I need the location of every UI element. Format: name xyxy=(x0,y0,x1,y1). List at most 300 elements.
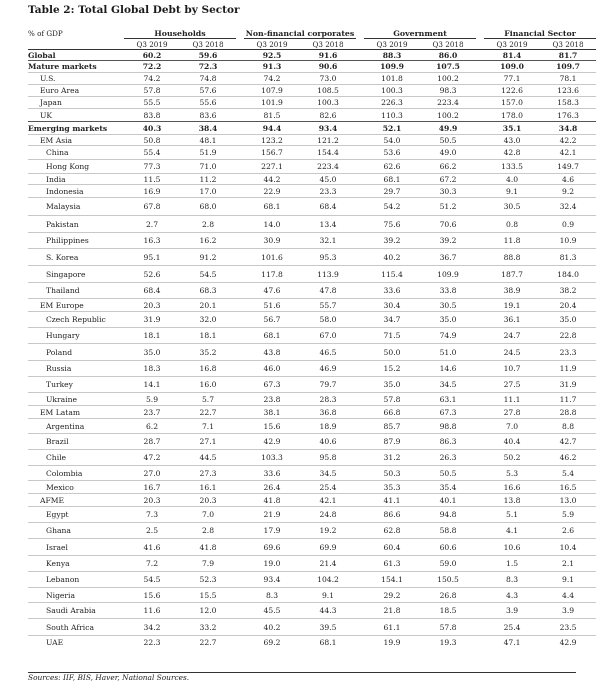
value-cell: 35.2 xyxy=(180,344,236,361)
period-header: Q3 2018 xyxy=(180,39,236,50)
column-gap xyxy=(356,109,364,122)
value-cell: 52.3 xyxy=(180,572,236,588)
row-label: Ukraine xyxy=(28,393,124,406)
column-gap xyxy=(356,328,364,344)
value-cell: 46.2 xyxy=(540,450,596,466)
value-cell: 26.3 xyxy=(420,450,476,466)
value-cell: 187.7 xyxy=(484,266,540,283)
table-row xyxy=(28,556,596,572)
column-gap xyxy=(236,174,244,185)
value-cell: 10.7 xyxy=(484,361,540,377)
table-row xyxy=(28,344,596,361)
value-cell: 36.1 xyxy=(484,312,540,328)
row-label: China xyxy=(28,146,124,160)
value-cell: 157.0 xyxy=(484,97,540,109)
value-cell: 36.7 xyxy=(420,249,476,266)
row-label: Ghana xyxy=(28,523,124,539)
value-cell: 77.1 xyxy=(484,73,540,85)
column-gap xyxy=(356,619,364,636)
row-label: Hong Kong xyxy=(28,160,124,174)
column-gap xyxy=(356,146,364,160)
table-row xyxy=(28,97,596,109)
value-cell: 68.0 xyxy=(180,198,236,216)
value-cell: 4.1 xyxy=(484,523,540,539)
column-gap xyxy=(476,328,484,344)
column-gap xyxy=(476,73,484,85)
table-row xyxy=(28,481,596,494)
value-cell: 2.5 xyxy=(124,523,180,539)
value-cell: 54.2 xyxy=(364,198,420,216)
value-cell: 11.8 xyxy=(484,233,540,249)
value-cell: 7.2 xyxy=(124,556,180,572)
value-cell: 94.8 xyxy=(420,507,476,523)
value-cell: 7.0 xyxy=(180,507,236,523)
value-cell: 93.4 xyxy=(300,122,356,135)
value-cell: 53.6 xyxy=(364,146,420,160)
column-gap xyxy=(476,393,484,406)
value-cell: 16.2 xyxy=(180,233,236,249)
value-cell: 51.6 xyxy=(244,299,300,312)
value-cell: 98.8 xyxy=(420,419,476,434)
value-cell: 18.9 xyxy=(300,419,356,434)
value-cell: 58.8 xyxy=(420,523,476,539)
value-cell: 33.2 xyxy=(180,619,236,636)
value-cell: 25.4 xyxy=(484,619,540,636)
value-cell: 60.4 xyxy=(364,539,420,556)
value-cell: 9.1 xyxy=(540,572,596,588)
column-gap xyxy=(236,85,244,97)
table-row xyxy=(28,135,596,146)
column-gap xyxy=(356,135,364,146)
value-cell: 88.3 xyxy=(364,50,420,61)
value-cell: 109.9 xyxy=(364,61,420,73)
value-cell: 90.6 xyxy=(300,61,356,73)
value-cell: 67.8 xyxy=(124,198,180,216)
value-cell: 42.2 xyxy=(540,135,596,146)
value-cell: 40.3 xyxy=(124,122,180,135)
value-cell: 27.3 xyxy=(180,466,236,481)
column-gap xyxy=(476,283,484,299)
value-cell: 11.5 xyxy=(124,174,180,185)
column-gap xyxy=(476,344,484,361)
value-cell: 10.6 xyxy=(484,539,540,556)
value-cell: 60.6 xyxy=(420,539,476,556)
value-cell: 35.0 xyxy=(364,377,420,393)
table-row xyxy=(28,216,596,233)
value-cell: 40.2 xyxy=(244,619,300,636)
column-gap xyxy=(236,393,244,406)
column-gap xyxy=(236,216,244,233)
column-gap xyxy=(476,174,484,185)
value-cell: 24.8 xyxy=(300,507,356,523)
column-gap xyxy=(476,61,484,73)
column-gap xyxy=(356,361,364,377)
column-gap xyxy=(236,61,244,73)
value-cell: 61.1 xyxy=(364,619,420,636)
table-row xyxy=(28,603,596,619)
value-cell: 16.3 xyxy=(124,233,180,249)
column-gap xyxy=(236,466,244,481)
source-note: Sources: IIF, BIS, Haver, National Sources. xyxy=(28,673,190,682)
value-cell: 5.4 xyxy=(540,466,596,481)
value-cell: 19.9 xyxy=(383,637,401,647)
value-cell: 27.1 xyxy=(180,434,236,450)
value-cell: 69.2 xyxy=(263,637,281,647)
column-gap xyxy=(356,61,364,73)
value-cell: 38.4 xyxy=(180,122,236,135)
value-cell: 39.2 xyxy=(364,233,420,249)
column-gap xyxy=(236,283,244,299)
value-cell: 13.4 xyxy=(300,216,356,233)
value-cell: 101.9 xyxy=(244,97,300,109)
column-gap xyxy=(356,507,364,523)
value-cell: 44.5 xyxy=(180,450,236,466)
value-cell: 32.4 xyxy=(540,198,596,216)
value-cell: 29.7 xyxy=(364,185,420,198)
value-cell: 47.8 xyxy=(300,283,356,299)
row-label: India xyxy=(28,174,124,185)
value-cell: 51.9 xyxy=(180,146,236,160)
column-gap xyxy=(356,50,364,61)
column-gap xyxy=(356,419,364,434)
value-cell: 71.5 xyxy=(364,328,420,344)
row-label: Brazil xyxy=(28,434,124,450)
row-label: Euro Area xyxy=(28,85,124,97)
value-cell: 25.4 xyxy=(300,481,356,494)
value-cell: 46.5 xyxy=(300,344,356,361)
row-label: Colombia xyxy=(28,466,124,481)
row-label: Saudi Arabia xyxy=(28,603,124,619)
value-cell: 18.1 xyxy=(180,328,236,344)
value-cell: 34.8 xyxy=(540,122,596,135)
value-cell: 86.3 xyxy=(420,434,476,450)
value-cell: 23.8 xyxy=(244,393,300,406)
column-gap xyxy=(476,361,484,377)
value-cell: 227.1 xyxy=(244,160,300,174)
value-cell: 101.8 xyxy=(364,73,420,85)
table-row xyxy=(28,174,596,185)
table-row xyxy=(28,466,596,481)
column-gap xyxy=(236,233,244,249)
column-gap xyxy=(236,50,244,61)
value-cell: 38.2 xyxy=(540,283,596,299)
value-cell: 2.7 xyxy=(124,216,180,233)
value-cell: 57.8 xyxy=(420,619,476,636)
value-cell: 20.1 xyxy=(180,299,236,312)
value-cell: 7.0 xyxy=(484,419,540,434)
value-cell: 60.2 xyxy=(124,50,180,61)
row-label: Argentina xyxy=(28,419,124,434)
column-gap xyxy=(476,419,484,434)
value-cell: 133.5 xyxy=(484,160,540,174)
column-gap xyxy=(356,249,364,266)
value-cell: 0.9 xyxy=(540,216,596,233)
column-gap xyxy=(236,572,244,588)
value-cell: 5.7 xyxy=(180,393,236,406)
value-cell: 91.2 xyxy=(180,249,236,266)
value-cell: 24.7 xyxy=(484,328,540,344)
value-cell: 15.6 xyxy=(244,419,300,434)
value-cell: 4.6 xyxy=(540,174,596,185)
table-row xyxy=(28,249,596,266)
value-cell: 42.8 xyxy=(484,146,540,160)
value-cell: 16.0 xyxy=(180,377,236,393)
column-gap xyxy=(236,481,244,494)
value-cell: 10.9 xyxy=(540,233,596,249)
value-cell: 7.3 xyxy=(124,507,180,523)
value-cell: 40.1 xyxy=(420,494,476,507)
value-cell: 30.4 xyxy=(364,299,420,312)
value-cell: 16.5 xyxy=(540,481,596,494)
group-header-government: Government xyxy=(364,28,476,39)
value-cell: 72.3 xyxy=(180,61,236,73)
value-cell: 46.0 xyxy=(244,361,300,377)
table-row xyxy=(28,588,596,603)
row-label: S. Korea xyxy=(28,249,124,266)
value-cell: 101.6 xyxy=(244,249,300,266)
value-cell: 38.1 xyxy=(244,406,300,419)
value-cell: 123.2 xyxy=(244,135,300,146)
column-gap xyxy=(236,419,244,434)
table-row xyxy=(28,312,596,328)
value-cell: 40.4 xyxy=(484,434,540,450)
value-cell: 30.9 xyxy=(244,233,300,249)
column-gap xyxy=(356,572,364,588)
value-cell: 20.3 xyxy=(180,494,236,507)
value-cell: 85.7 xyxy=(364,419,420,434)
value-cell: 26.4 xyxy=(244,481,300,494)
value-cell: 74.2 xyxy=(124,73,180,85)
value-cell: 149.7 xyxy=(540,160,596,174)
column-gap xyxy=(476,233,484,249)
value-cell: 121.2 xyxy=(300,135,356,146)
value-cell: 42.1 xyxy=(540,146,596,160)
value-cell: 39.5 xyxy=(300,619,356,636)
value-cell: 2.1 xyxy=(540,556,596,572)
value-cell: 95.3 xyxy=(300,249,356,266)
value-cell: 158.3 xyxy=(540,97,596,109)
value-cell: 22.9 xyxy=(244,185,300,198)
value-cell: 19.3 xyxy=(439,637,457,647)
value-cell: 16.6 xyxy=(484,481,540,494)
value-cell: 41.6 xyxy=(124,539,180,556)
column-gap xyxy=(356,539,364,556)
column-gap xyxy=(236,450,244,466)
value-cell: 100.2 xyxy=(420,73,476,85)
table-row xyxy=(28,328,596,344)
column-gap xyxy=(236,312,244,328)
value-cell: 35.1 xyxy=(484,122,540,135)
value-cell: 8.8 xyxy=(540,419,596,434)
column-gap xyxy=(476,619,484,636)
column-gap xyxy=(356,377,364,393)
column-gap xyxy=(356,266,364,283)
group-header-nonfinancial: Non-financial corporates xyxy=(245,28,355,38)
column-gap xyxy=(356,344,364,361)
value-cell: 61.3 xyxy=(364,556,420,572)
value-cell: 33.6 xyxy=(364,283,420,299)
value-cell: 35.3 xyxy=(364,481,420,494)
value-cell: 104.2 xyxy=(300,572,356,588)
column-gap xyxy=(356,588,364,603)
value-cell: 223.4 xyxy=(420,97,476,109)
value-cell: 6.2 xyxy=(124,419,180,434)
table-row xyxy=(28,377,596,393)
row-label: Kenya xyxy=(28,556,124,572)
value-cell: 58.0 xyxy=(300,312,356,328)
row-label: Hungary xyxy=(28,328,124,344)
column-gap xyxy=(356,299,364,312)
column-gap xyxy=(236,266,244,283)
value-cell: 154.1 xyxy=(364,572,420,588)
value-cell: 103.3 xyxy=(244,450,300,466)
column-gap xyxy=(236,377,244,393)
value-cell: 23.3 xyxy=(540,344,596,361)
column-gap xyxy=(476,135,484,146)
column-gap xyxy=(236,523,244,539)
value-cell: 8.3 xyxy=(244,588,300,603)
column-gap xyxy=(356,73,364,85)
value-cell: 46.9 xyxy=(300,361,356,377)
value-cell: 11.1 xyxy=(484,393,540,406)
value-cell: 50.5 xyxy=(420,135,476,146)
value-cell: 1.5 xyxy=(484,556,540,572)
row-label: South Africa xyxy=(28,619,124,636)
value-cell: 41.1 xyxy=(364,494,420,507)
row-label: Japan xyxy=(28,97,124,109)
table-row xyxy=(28,122,596,135)
value-cell: 44.3 xyxy=(300,603,356,619)
column-gap xyxy=(356,393,364,406)
debt-table xyxy=(28,28,596,649)
value-cell: 68.4 xyxy=(300,198,356,216)
value-cell: 3.9 xyxy=(540,603,596,619)
unit-label: % of GDP xyxy=(28,28,63,38)
table-body xyxy=(28,50,596,649)
value-cell: 47.2 xyxy=(124,450,180,466)
value-cell: 82.6 xyxy=(300,109,356,122)
row-label: Philippines xyxy=(28,233,124,249)
table-row xyxy=(28,61,596,73)
value-cell: 30.3 xyxy=(420,185,476,198)
value-cell: 29.2 xyxy=(364,588,420,603)
column-gap xyxy=(236,299,244,312)
value-cell: 91.3 xyxy=(244,61,300,73)
column-gap xyxy=(476,450,484,466)
value-cell: 51.2 xyxy=(420,198,476,216)
value-cell: 23.5 xyxy=(540,619,596,636)
column-gap xyxy=(356,85,364,97)
table-row xyxy=(28,507,596,523)
value-cell: 15.6 xyxy=(124,588,180,603)
column-gap xyxy=(476,299,484,312)
value-cell: 68.3 xyxy=(180,283,236,299)
value-cell: 45.5 xyxy=(244,603,300,619)
value-cell: 57.6 xyxy=(180,85,236,97)
value-cell: 74.8 xyxy=(180,73,236,85)
column-gap xyxy=(236,328,244,344)
column-gap xyxy=(356,450,364,466)
row-label: Russia xyxy=(28,361,124,377)
value-cell: 31.9 xyxy=(124,312,180,328)
column-gap xyxy=(476,198,484,216)
row-label: Chile xyxy=(28,450,124,466)
value-cell: 19.2 xyxy=(300,523,356,539)
value-cell: 72.2 xyxy=(124,61,180,73)
column-gap xyxy=(476,97,484,109)
value-cell: 92.5 xyxy=(244,50,300,61)
row-label: U.S. xyxy=(28,73,124,85)
column-gap xyxy=(476,507,484,523)
value-cell: 15.2 xyxy=(364,361,420,377)
value-cell: 108.5 xyxy=(300,85,356,97)
value-cell: 100.3 xyxy=(364,85,420,97)
row-label: Global xyxy=(28,50,124,61)
value-cell: 27.0 xyxy=(124,466,180,481)
value-cell: 59.0 xyxy=(420,556,476,572)
value-cell: 52.1 xyxy=(364,122,420,135)
column-gap xyxy=(476,466,484,481)
value-cell: 74.9 xyxy=(420,328,476,344)
value-cell: 154.4 xyxy=(300,146,356,160)
table-title: Table 2: Total Global Debt by Sector xyxy=(28,4,240,16)
value-cell: 28.8 xyxy=(540,406,596,419)
value-cell: 26.8 xyxy=(420,588,476,603)
row-label: Emerging markets xyxy=(28,122,124,135)
column-gap xyxy=(476,434,484,450)
value-cell: 41.8 xyxy=(244,494,300,507)
column-gap xyxy=(236,361,244,377)
column-gap xyxy=(476,160,484,174)
value-cell: 5.9 xyxy=(540,507,596,523)
value-cell: 44.2 xyxy=(244,174,300,185)
column-gap xyxy=(236,249,244,266)
value-cell: 50.2 xyxy=(484,450,540,466)
value-cell: 11.7 xyxy=(540,393,596,406)
value-cell: 8.3 xyxy=(484,572,540,588)
table-row xyxy=(28,85,596,97)
column-gap xyxy=(356,406,364,419)
value-cell: 95.1 xyxy=(124,249,180,266)
value-cell: 55.6 xyxy=(180,97,236,109)
value-cell: 48.1 xyxy=(180,135,236,146)
group-header-financial: Financial Sector xyxy=(484,28,596,39)
table-row xyxy=(28,109,596,122)
value-cell: 11.9 xyxy=(540,361,596,377)
value-cell: 7.1 xyxy=(180,419,236,434)
value-cell: 50.5 xyxy=(420,466,476,481)
value-cell: 70.6 xyxy=(420,216,476,233)
period-header: Q3 2019 xyxy=(244,39,300,50)
column-gap xyxy=(476,556,484,572)
value-cell: 45.0 xyxy=(300,174,356,185)
column-gap xyxy=(476,122,484,135)
value-cell: 5.1 xyxy=(484,507,540,523)
value-cell: 4.0 xyxy=(484,174,540,185)
value-cell: 20.3 xyxy=(124,299,180,312)
column-gap xyxy=(476,85,484,97)
table-row xyxy=(28,434,596,450)
value-cell: 35.0 xyxy=(124,344,180,361)
period-header: Q3 2019 xyxy=(364,39,420,50)
column-gap xyxy=(236,406,244,419)
value-cell: 30.5 xyxy=(420,299,476,312)
value-cell: 107.9 xyxy=(244,85,300,97)
value-cell: 62.6 xyxy=(364,160,420,174)
value-cell: 81.7 xyxy=(540,50,596,61)
value-cell: 4.3 xyxy=(484,588,540,603)
value-cell: 91.6 xyxy=(300,50,356,61)
